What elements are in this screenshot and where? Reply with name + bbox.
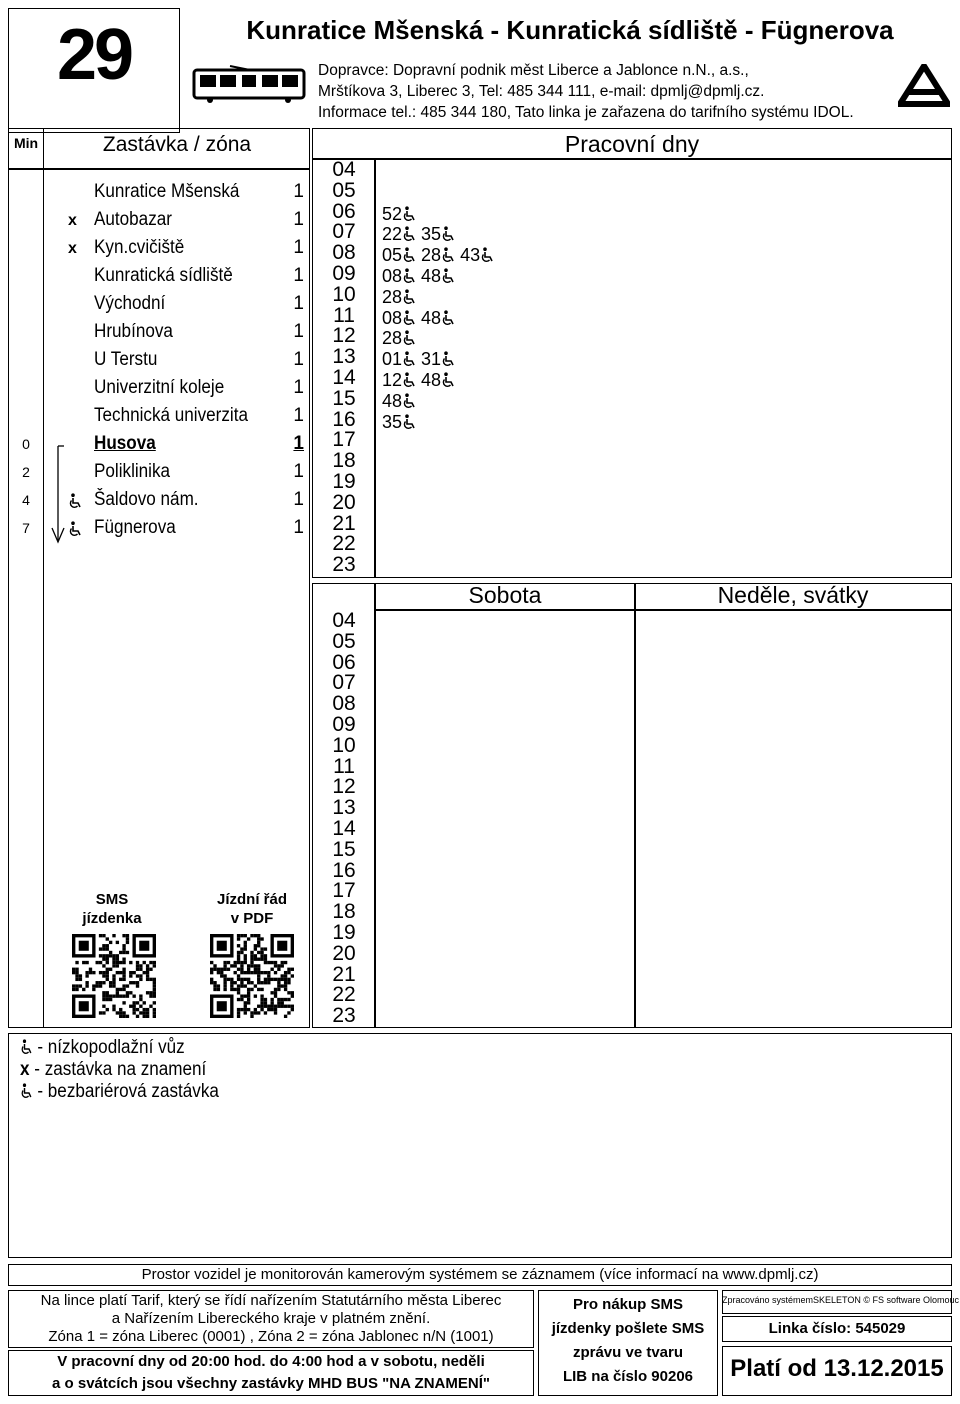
departure-minute: 01 <box>382 349 403 370</box>
weekend-hour: 15 <box>332 837 356 861</box>
weekday-hour: 20 <box>332 490 356 514</box>
wheelchair-icon <box>480 245 494 265</box>
stop-zone: 1 <box>293 433 304 454</box>
stop-name: Poliklinika <box>94 461 171 482</box>
weekday-hour: 09 <box>332 262 356 285</box>
weekend-hour: 12 <box>332 775 356 799</box>
stop-zone: 1 <box>293 237 304 258</box>
operator-info <box>318 60 958 123</box>
stop-name: Univerzitní koleje <box>94 377 225 398</box>
stop-minute: 7 <box>22 520 30 536</box>
legend-low-floor <box>20 1037 185 1059</box>
departure-row <box>382 308 455 329</box>
stop-zone: 1 <box>293 265 304 286</box>
wheelchair-icon <box>20 1081 33 1102</box>
weekday-hour: 18 <box>332 449 356 473</box>
departure-minute: 28 <box>382 328 403 349</box>
sms-buy-line-1: Pro nákup SMS <box>572 1296 684 1313</box>
stop-zone: 1 <box>293 517 304 538</box>
line-code: Linka číslo: 545029 <box>768 1320 906 1337</box>
stop-minute: 4 <box>22 492 30 508</box>
stop-zone: 1 <box>293 209 304 230</box>
departure-minute: 28 <box>382 286 403 307</box>
weekend-hour: 23 <box>332 1004 356 1028</box>
sms-qr-label-2: jízdenka <box>82 910 142 927</box>
stop-zone: 1 <box>293 349 304 370</box>
wheelchair-icon <box>402 308 416 328</box>
wheelchair-icon <box>402 224 416 244</box>
departure-minute: 31 <box>421 349 442 370</box>
stop-zone: 1 <box>293 461 304 482</box>
sms-buy-line-3: zprávu ve tvaru <box>572 1344 684 1361</box>
stop-zone: 1 <box>293 321 304 342</box>
weekend-hour: 17 <box>332 879 356 903</box>
wheelchair-icon <box>402 412 416 432</box>
weekday-hour: 05 <box>332 178 356 202</box>
operator-line-3: Informace tel.: 485 344 180, Tato linka je zařazena do tarifního systému IDOL. <box>318 104 854 121</box>
route-title: Kunratice Mšenská - Kunratická sídliště - Fügnerova <box>246 15 894 45</box>
legend-barrier-free <box>20 1081 219 1103</box>
weekend-hour: 21 <box>332 962 356 986</box>
stop-zone: 1 <box>293 405 304 426</box>
min-header: Min <box>13 135 39 151</box>
departure-minute: 28 <box>421 245 442 266</box>
departure-minute: 12 <box>382 370 403 390</box>
pdf-qr-code[interactable] <box>210 934 294 1018</box>
weekday-header: Pracovní dny <box>564 131 700 157</box>
request-stop-flag: x <box>68 212 77 229</box>
wheelchair-icon <box>402 328 416 348</box>
weekday-hour: 15 <box>332 386 356 410</box>
departure-minute: 52 <box>382 203 403 224</box>
wheelchair-icon <box>402 266 416 286</box>
wheelchair-icon <box>441 266 455 286</box>
stop-minute: 2 <box>22 464 30 480</box>
departure-minute: 05 <box>382 245 403 266</box>
wheelchair-icon <box>402 370 416 390</box>
legend-low-floor-text: - nízkopodlažní vůz <box>37 1037 185 1058</box>
departure-row <box>382 224 455 245</box>
stop-zone: 1 <box>293 293 304 314</box>
wheelchair-icon <box>441 308 455 328</box>
weekend-hour: 20 <box>332 941 356 965</box>
wheelchair-icon <box>402 391 416 411</box>
wheelchair-icon <box>441 349 455 369</box>
sms-buy-line-4: LIB na číslo 90206 <box>562 1368 694 1385</box>
weekday-hour: 13 <box>332 345 356 369</box>
weekday-hour: 06 <box>332 199 356 223</box>
departure-minute: 08 <box>382 266 403 286</box>
weekday-hour: 17 <box>332 428 356 452</box>
departure-row <box>382 287 416 308</box>
stop-name: Kunratice Mšenská <box>94 181 240 202</box>
direction-arrow-icon <box>44 440 68 550</box>
weekday-hour: 21 <box>332 511 356 535</box>
weekend-hour: 13 <box>332 796 356 820</box>
request-stop-mark: x <box>20 1059 30 1080</box>
sms-buy-line-2: jízdenky pošlete SMS <box>551 1320 705 1337</box>
departure-minute: 22 <box>382 224 403 245</box>
stop-name: Kunratická sídliště <box>94 265 233 286</box>
wheelchair-icon <box>402 287 416 307</box>
tariff-line-2: a Nařízením Libereckého kraje v platném znění. <box>111 1310 431 1327</box>
sms-qr-label <box>62 890 162 928</box>
weekday-hour: 07 <box>332 220 356 244</box>
departure-row <box>382 391 416 412</box>
stop-name: Autobazar <box>94 209 172 230</box>
pdf-qr-label-1: Jízdní řád <box>216 891 287 908</box>
processed-by: Zpracováno systémemSKELETON © FS software Olomouc <box>722 1295 960 1305</box>
wheelchair-icon <box>402 245 416 265</box>
departure-minute: 48 <box>421 370 442 390</box>
weekday-hour: 16 <box>332 407 356 431</box>
legend-request-stop <box>20 1059 206 1081</box>
legend-barrier-free-text: - bezbariérová zastávka <box>37 1081 219 1102</box>
camera-notice: Prostor vozidel je monitorován kamerovým systémem se záznamem (více informací na www.dpmlj.cz) <box>141 1266 819 1283</box>
departure-row <box>382 370 455 391</box>
departure-minute: 35 <box>382 411 403 432</box>
weekday-hour: 12 <box>332 324 356 348</box>
weekend-hour: 04 <box>332 609 356 632</box>
stop-minute: 0 <box>22 436 30 452</box>
stop-name: Husova <box>94 433 156 454</box>
operator-line-1: Dopravce: Dopravní podnik měst Liberce a Jablonce n.N., a.s., <box>318 62 749 79</box>
weekday-hour: 14 <box>332 366 356 389</box>
night-line-2: a o svátcích jsou všechny zastávky MHD BUS "NA ZNAMENÍ" <box>52 1375 490 1392</box>
weekend-hour: 18 <box>332 900 356 924</box>
sms-qr-label-1: SMS <box>95 891 129 908</box>
saturday-minutes-area <box>374 609 636 1028</box>
stop-name: Východní <box>94 293 166 314</box>
sunday-minutes-area <box>634 609 952 1028</box>
line-number: 29 <box>56 15 132 95</box>
departure-row <box>382 204 416 225</box>
night-line-1: V pracovní dny od 20:00 hod. do 4:00 hod a v sobotu, neděli <box>57 1353 485 1370</box>
departure-minute: 48 <box>421 307 442 328</box>
saturday-header: Sobota <box>468 582 542 608</box>
header-divider <box>8 168 310 170</box>
wheelchair-icon <box>20 1037 33 1058</box>
sunday-header: Neděle, svátky <box>717 582 869 608</box>
departure-row <box>382 328 416 349</box>
stop-zone: 1 <box>293 489 304 510</box>
stop-name: U Terstu <box>94 349 158 370</box>
weekday-hour: 10 <box>332 282 356 306</box>
weekend-hour: 10 <box>332 733 356 757</box>
weekend-hour: 08 <box>332 692 356 716</box>
tram-icon <box>190 64 308 104</box>
dpmlj-logo-icon <box>898 64 950 108</box>
stop-name: Kyn.cvičiště <box>94 237 185 258</box>
pdf-qr-label-2: v PDF <box>230 910 274 927</box>
wheelchair-icon <box>402 349 416 369</box>
stop-name: Hrubínova <box>94 321 173 342</box>
stop-zone: 1 <box>293 181 304 202</box>
departure-row <box>382 412 416 433</box>
stop-name: Technická univerzita <box>94 405 248 426</box>
tariff-line-1: Na lince platí Tarif, který se řídí nařízením Statutárního města Liberec <box>40 1292 502 1309</box>
weekday-hour: 08 <box>332 241 356 265</box>
departure-minute: 48 <box>382 390 403 411</box>
weekday-hour: 23 <box>332 553 356 577</box>
departure-minute: 08 <box>382 307 403 328</box>
weekend-hour: 11 <box>333 754 355 778</box>
wheelchair-icon <box>441 370 455 390</box>
weekend-hour: 06 <box>332 650 356 674</box>
weekend-hour: 05 <box>332 629 356 653</box>
pdf-qr-label <box>202 890 302 928</box>
wheelchair-icon <box>441 245 455 265</box>
weekday-hour: 11 <box>333 303 355 327</box>
weekend-hour: 19 <box>332 921 356 944</box>
departure-row <box>382 349 455 370</box>
operator-line-2: Mrštíkova 3, Liberec 3, Tel: 485 344 111, e-mail: dpmlj@dpmlj.cz. <box>318 83 765 100</box>
departure-minute: 35 <box>421 224 442 245</box>
weekend-hour: 09 <box>332 713 356 736</box>
stop-name: Šaldovo nám. <box>94 489 199 510</box>
weekday-hour: 22 <box>332 532 356 556</box>
minutes-column <box>8 128 44 1028</box>
weekend-hour: 07 <box>332 671 356 695</box>
weekend-hour: 22 <box>332 983 356 1007</box>
weekend-hour: 16 <box>332 858 356 882</box>
wheelchair-icon <box>68 521 82 540</box>
weekday-hour: 19 <box>332 470 356 493</box>
wheelchair-icon <box>68 493 82 512</box>
weekday-minutes-area <box>374 158 952 578</box>
weekday-hour: 04 <box>332 158 356 181</box>
stop-zone: 1 <box>293 377 304 398</box>
wheelchair-icon <box>441 224 455 244</box>
stop-name: Fügnerova <box>94 517 176 538</box>
legend-request-stop-text: - zastávka na znamení <box>34 1059 207 1080</box>
departure-minute: 48 <box>421 266 442 286</box>
sms-qr-code[interactable] <box>72 934 156 1018</box>
departure-row <box>382 266 455 287</box>
tariff-line-3: Zóna 1 = zóna Liberec (0001) , Zóna 2 = zóna Jablonec n/N (1001) <box>48 1328 494 1345</box>
valid-from: Platí od 13.12.2015 <box>730 1355 944 1382</box>
request-stop-flag: x <box>68 240 77 257</box>
stops-header: Zastávka / zóna <box>102 133 252 156</box>
weekend-hour: 14 <box>332 817 356 840</box>
departure-row <box>382 245 494 266</box>
wheelchair-icon <box>402 204 416 224</box>
departure-minute: 43 <box>460 245 481 266</box>
